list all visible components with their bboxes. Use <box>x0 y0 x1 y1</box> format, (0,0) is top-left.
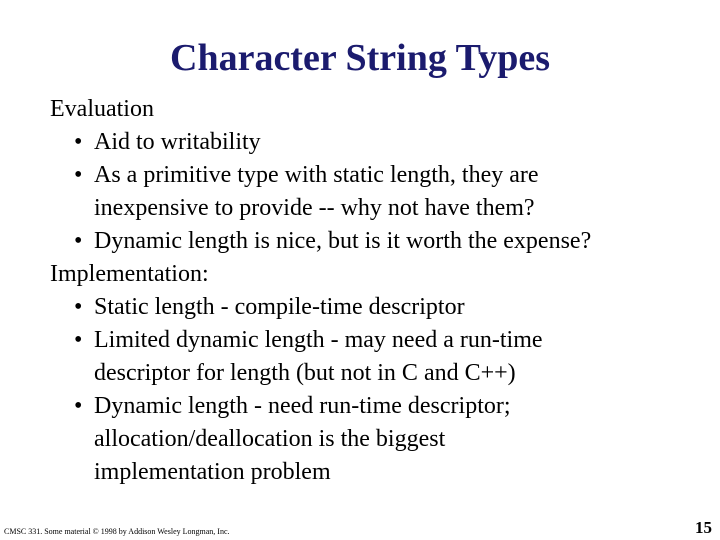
bullet-text: inexpensive to provide -- why not have them? <box>94 195 535 221</box>
bullet-text: Dynamic length is nice, but is it worth the expense? <box>94 228 592 254</box>
bullet-text: As a primitive type with static length, they are <box>94 162 539 188</box>
slide-title: Character String Types <box>170 37 550 79</box>
list-item <box>50 390 700 489</box>
list-item <box>50 324 700 390</box>
section-heading: Evaluation <box>50 96 154 122</box>
section-heading: Implementation: <box>50 261 209 287</box>
list-item <box>50 291 700 324</box>
list-item <box>50 126 700 159</box>
section-evaluation <box>50 93 700 258</box>
bullet-text: Aid to writability <box>94 129 261 155</box>
bullet-icon: • <box>74 129 83 155</box>
bullet-list <box>50 126 700 258</box>
list-item <box>50 225 700 258</box>
bullet-text: Limited dynamic length - may need a run-time <box>94 327 543 353</box>
bullet-text: Dynamic length - need run-time descriptor; <box>94 393 511 419</box>
list-item <box>50 159 700 225</box>
bullet-text: Static length - compile-time descriptor <box>94 294 465 320</box>
bullet-icon: • <box>74 294 83 320</box>
footer-credit: CMSC 331. Some material © 1998 by Addison Wesley Longman, Inc. <box>4 527 230 536</box>
bullet-text: implementation problem <box>94 459 331 485</box>
slide-body <box>50 93 700 489</box>
bullet-icon: • <box>74 393 83 419</box>
bullet-text: allocation/deallocation is the biggest <box>94 426 446 452</box>
section-implementation <box>50 258 700 489</box>
bullet-icon: • <box>74 228 83 254</box>
bullet-text: descriptor for length (but not in C and C++) <box>94 360 516 386</box>
bullet-icon: • <box>74 327 83 353</box>
page-number: 15 <box>695 518 712 537</box>
bullet-list <box>50 291 700 489</box>
bullet-icon: • <box>74 162 83 188</box>
